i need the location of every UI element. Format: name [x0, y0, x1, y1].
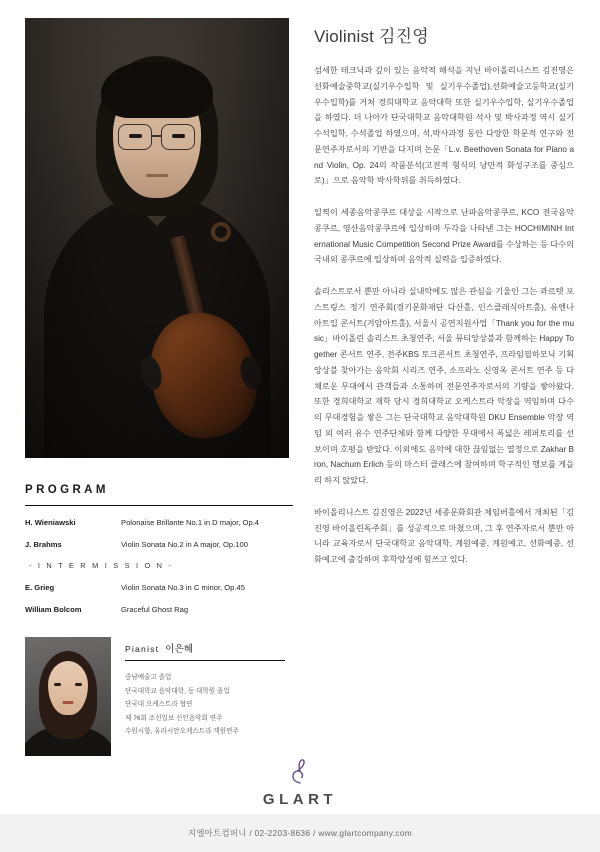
program-heading: PROGRAM — [25, 484, 109, 496]
program-composer: E. Grieg — [25, 583, 55, 592]
photo-vignette — [25, 18, 289, 458]
right-column — [300, 0, 600, 852]
pianist-credential-item: 제 76회 조선일보 신인음악회 연주 — [125, 714, 223, 722]
bio-paragraph: 일찍이 세종음악콩쿠르 대상을 시작으로 난파음악콩쿠르, KCO 전국음악콩쿠르, 영산음악콩쿠르에 입상하며 두각을 나타낸 그는 HOCHIMINH International Music Competition Second Prize Award를 수상하는 등 다수의 국내외 콩쿠르에 입상하며 음악적 실력을 입증하였다. — [314, 208, 574, 265]
program-work: Graceful Ghost Rag — [121, 605, 189, 614]
program-item — [25, 582, 293, 593]
bio-paragraph: 섬세한 테크닉과 깊이 있는 음악적 해석을 지닌 바이올리니스트 김진영은 선화예술중학교(실기우수입학 및 실기우수졸업),선화예술고등학교(실기우수입학)를 거쳐 경희대학교 음악대학 또한 실기우수입학, 실기우수졸업을 하였다. 더 나아가 단국대학교 음악대학원 석사 및 박사과정 역시 실기수석입학, 수석졸업 하였으며, 석,박사과정 동안 다양한 학문적 연구와 전문연주자로서의 기반을 다지며 논문「L.v. Beethoven Sonata for Piano and Violin, Op. 24의 작품분석(고전적 형식의 낭만적 화성구조를 중심으로)」으로 음악학 박사학위를 취득하였다. — [314, 66, 574, 186]
program-divider — [25, 505, 293, 506]
brand-name: GLART — [262, 791, 338, 808]
program-composer: William Bolcom — [25, 605, 82, 614]
program-work: Violin Sonata No.3 in C minor, Op.45 — [121, 583, 245, 592]
program-composer: J. Brahms — [25, 540, 62, 549]
program-work: Polonaise Brillante No.1 in D major, Op.4 — [121, 518, 260, 527]
program-item — [25, 604, 293, 615]
pianist-eye-left — [54, 683, 61, 686]
pianist-face — [48, 661, 88, 715]
pianist-mouth — [63, 701, 74, 704]
pianist-credential-item: 단국대학교 음악대학, 동 대학원 졸업 — [125, 687, 230, 695]
program-item — [25, 539, 293, 550]
pianist-credential-item: 중남예술고 졸업 — [125, 674, 172, 681]
pianist-name-row — [125, 641, 285, 661]
bio-paragraph: 솔리스트로서 뿐만 아니라 실내악에도 많은 관심을 기울인 그는 콰르텟 포스트링스 정기 연주회(경기문화재단 다산홀, 인스클래식아트홀), 유엔나 아트입 콘서트(겨암아트홀), 서울시 공연지원사업「Thank you for the music」바이올린 솔리스트 초청연주, 서울 뮤티앙상블과 함께하는 Happy Together 콘서트 연주, 전주KBS 토크콘서트 초청연주, 프라임필하모닉 기획 앙상블 찾아가는 음악회 시리즈 연주, 소프라노 신영옥 콘서트 연주 등 다채로운 무대에서 관객들과 소통하며 전문연주자로서의 기량을 쌓아왔다. 또한 경희대학교 재학 당시 경희대학교 오케스트라 악장을 역임하며 다수의 무대경험을 쌓은 그는 단국대학교 음악대학원 DKU Ensemble 악장 역임 외 여러 유수 연주단체와 함께 다양한 무대에서 폭넓은 레퍼토리를 선보이며 호평을 받았다. 이외에도 음악에 대한 끊임없는 열정으로 Zakhar Bron, Nachum Erlich 등의 마스터 클래스에 참여하며 학구적인 행보를 게을리 하지 않았다. — [314, 287, 574, 485]
pianist-credential-item: 수원시향, 유라시안오케스트라 객원연주 — [125, 728, 239, 736]
footer-contact: 지엘아트컴퍼니 / 02-2203-8636 / www.glartcompany.com — [187, 828, 413, 838]
pianist-credentials — [125, 671, 285, 739]
pianist-info — [125, 637, 285, 739]
footer-bar — [0, 814, 600, 852]
pianist-name: 이은혜 — [165, 644, 194, 655]
page-title: Violinist 김진영 — [314, 27, 429, 46]
pianist-eye-right — [75, 683, 82, 686]
pianist-credential-item: 단국대 오케스트라 협연 — [125, 701, 193, 709]
program-work: Violin Sonata No.2 in A major, Op.100 — [121, 540, 248, 549]
brand-logo — [0, 758, 600, 808]
intermission-label: - I N T E R M I S S I O N - — [29, 561, 174, 570]
pianist-role-label: Pianist — [125, 644, 160, 654]
bio-paragraph: 바이올리니스트 김진영은 2022년 세종문화회관 체임버홀에서 개최된「김진영 바이올린독주회」를 성공적으로 마쳤으며, 그 후 연주자로서 뿐만 아니라 교육자로서 단국대학교 음악대학, 계원예중, 계원예고, 선화예중, 선화예고에 출강하며 후학양성에 힘쓰고 있다. — [314, 507, 574, 564]
treble-clef-icon — [289, 758, 311, 789]
program-item — [25, 517, 293, 528]
violinist-photo — [25, 18, 289, 458]
footer — [0, 756, 600, 852]
program-composer: H. Wieniawski — [25, 518, 76, 527]
program-section — [25, 484, 293, 615]
